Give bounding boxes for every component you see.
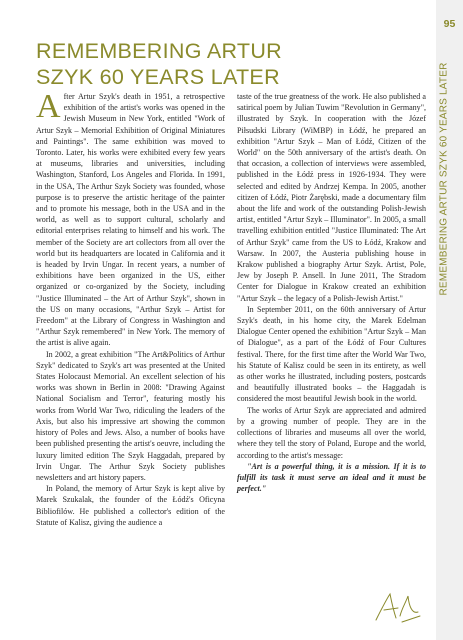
right-column [237,91,426,494]
paragraph: The works of Artur Szyk are appreciated and admired by a growing number of people. They are in the collections of libraries and museums all over the world, where they tell the story of Poland, Europe and the world, according to the artist's message: [237,405,426,460]
running-head-text: REMEMBERING ARTUR SZYK 60 YEARS LATER [438,62,449,296]
article-title [36,38,336,90]
artist-quote: "Art is a powerful thing, it is a mission. If it is to fulfill its task it must serve an ideal and it must be perfect." [237,461,426,494]
paragraph: In 2002, a great exhibition "The Art&Politics of Arthur Szyk" dedicated to Szyk's art was presented at the United States Holocaust Memorial. An excellent selection of his works was shown in Berlin in 2008: "Drawing Against National Socialism and Terror", featuring mostly his works from World War Two, ridiculing the leaders of the Axis, but also his impressive art showing the common history of Poles and Jews. Also, a number of books have been published presenting the artist's oeuvre, including the luxury limited edition The Szyk Haggadah, prepared by Irvin Ungar. The Arthur Szyk Society publishes newsletters and art history papers. [36,349,225,482]
paragraph: After Artur Szyk's death in 1951, a retrospective exhibition of the artist's works was opened in the Jewish Museum in New York, entitled "Work of Artur Szyk – Memorial Exhibition of Original Miniatures and Paintings". The same exhibition was moved to Toronto. Later, his works were exhibited every few years at museums, libraries and universities, including Washington, Stanford, Los Angeles and Florida. In 1991, in the USA, The Arthur Szyk Society was founded, whose purpose is to preserve the artistic heritage of the painter and to promote his message, both in the USA and in the world, as well as to support cultural, scholarly and editorial enterprises relating to himself and his work. The member of the Society are art collectors from all over the world but its headquarters are located in California and it is headed by Irvin Ungar. In recent years, a number of exhibitions have been organized in the US, either organized or co-organized by the Society, including "Justice Illuminated – the Art of Arthur Szyk", shown in the US on many occasions, "Arthur Szyk – Artist for Freedom" at the Library of Congress in Washington and "Arthur Szyk remembered" in New York. The memory of the artist is alive again. [36,88,225,348]
title-line-2: SZYK 60 YEARS LATER [36,65,280,89]
left-column [36,88,225,528]
paragraph: In Poland, the memory of Artur Szyk is kept alive by Marek Szukalak, the founder of the Łódź's Oficyna Bibliofilów. He published a collector's edition of the Statute of Kalisz, giving the audience a [36,484,225,527]
title-line-1: REMEMBERING ARTUR [36,39,283,63]
running-head [430,62,457,296]
signature-icon [372,586,422,626]
paragraph: taste of the true greatness of the work. He also published a satirical poem by Julian Tuwim "Revolution in Germany", illustrated by Szyk. In cooperation with the Józef Piłsudski Library (WiMBP) in Łódź, he prepared an exhibition "Artur Szyk – Man of Łódź, Citizen of the World" on the 50th anniversary of the artist's death. On that occasion, a collection of interviews were assembled, published in the Łódź press in 1926-1934. They were selected and edited by Andrzej Kempa. In 2005, another citizen of Łódź, Piotr Żarębski, made a documentary film about the life and work of the outstanding Polish-Jewish artist, entitled "Artur Szyk – Illuminator". In 2005, a small travelling exhibition entitled "Justice Illuminated: The Art of Arthur Szyk" came from the US to Łódź, Krakow and Warsaw. In 2007, the Austeria publishing house in Krakow published a biography Artur Szyk. Artist, Pole, Jew by Joseph P. Ansell. In June 2011, The Stradom Center for Dialogue in Krakow created an exhibition "Artur Szyk – the legacy of a Polish-Jewish Artist." [237,92,426,303]
paragraph: In September 2011, on the 60th anniversary of Artur Szyk's death, in his home city, the Marek Edelman Dialogue Center opened the exhibition "Artur Szyk – Man of Dialogue", as a part of the Łódź of Four Cultures festival. There, for the first time after the World War Two, his Statute of Kalisz could be seen in its entirety, as well as other works he illustrated, including posters, postcards and beautifully illustrated books – the Haggadah is considered the most beautiful Jewish book in the world. [237,304,426,404]
page-number: 95 [443,18,456,30]
drop-cap: A [36,88,61,125]
